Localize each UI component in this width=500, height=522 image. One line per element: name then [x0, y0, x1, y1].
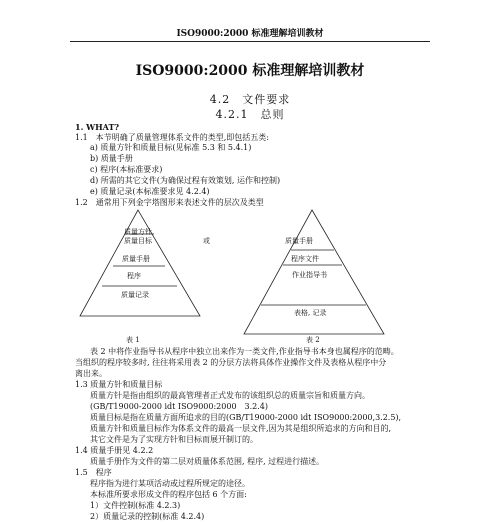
list-item-c: c) 程序(本标准要求) [90, 165, 163, 174]
pyramid-right-level-forms: 表格, 记录 [294, 309, 327, 317]
para-1-5-line-4: 2）质量记录的控制(标准 4.2.4) [90, 512, 205, 521]
question-what: 1. WHAT? [75, 122, 120, 132]
pyramid-left-level-objectives: 质量目标 [124, 237, 152, 245]
page-title: ISO9000:2000 标准理解培训教材 [135, 63, 365, 79]
heading-1-5: 1.5 程序 [75, 468, 112, 477]
pyramid-left-level-records: 质量记录 [121, 291, 149, 299]
list-item-b: b) 质量手册 [90, 154, 133, 163]
pyramid-left-level-manual: 质量手册 [122, 255, 150, 263]
para-1-1: 1.1 本节明确了质量管理体系文件的类型,即包括五类: [75, 133, 269, 142]
para-1-3-line-3: 质量目标是指在质量方面所追求的目的(GB/T19000-2000 idt ISO9000:2000,3.2.5), [90, 413, 402, 422]
list-item-a: a) 质量方针和质量目标(见标准 5.3 和 5.4.1) [90, 143, 252, 152]
para-1-5-line-1: 程序指为进行某项活动或过程所规定的途径。 [90, 479, 250, 488]
list-item-d: d) 所需的其它文件(为确保过程有效策划, 运作和控制) [90, 176, 281, 185]
section-heading: 4.2 文件要求 [209, 93, 291, 106]
heading-1-3: 1.3 质量方针和质量目标 [75, 380, 163, 389]
para-1-3-line-1: 质量方针是指由组织的最高管理者正式发布的该组织总的质量宗旨和质量方向。 [90, 391, 370, 400]
pyramid-left-level-procedure: 程序 [127, 272, 141, 280]
caption-table-1: 表 1 [126, 336, 140, 344]
para-1-3-line-2: (GB/T19000-2000 idt ISO9000:2000 3.2.4) [90, 402, 269, 411]
para-line-1: 表 2 中将作业指导书从程序中独立出来作为一类文件,作业指导书本身也属程序的范畴。 [90, 347, 399, 356]
para-1-5-line-2: 本标准所要求形成文件的程序包括 6 个方面: [90, 490, 247, 499]
subsection-heading: 4.2.1 总则 [215, 108, 285, 121]
para-line-2: 当组织的程序较多时, 往往将采用表 2 的分层方法将具体作业操作文件及表格从程序中分 [75, 358, 387, 367]
para-1-3-line-4: 质量方针和质量目标作为体系文件的最高一层文件,因为其是组织所追求的方向和目的, [90, 424, 392, 433]
or-label: 或 [203, 237, 210, 245]
pyramid-right-level-instructions: 作业指导书 [292, 271, 327, 279]
page-header: ISO9000:2000 标准理解培训教材 [176, 29, 324, 39]
caption-table-2: 表 2 [306, 336, 320, 344]
pyramid-right-level-procedures: 程序文件 [291, 255, 319, 263]
list-item-e: e) 质量记录(本标准要求见 4.2.4) [90, 187, 210, 196]
para-1-5-line-3: 1）文件控制(标准 4.2.3) [90, 501, 181, 510]
pyramid-left-level-policy: 质量方针 [124, 228, 152, 236]
para-1-2: 1.2 通常用下列金字塔图形来表述文件的层次及类型 [75, 198, 264, 207]
para-1-3-line-5: 其它文件是为了实现方针和目标而展开制订的。 [90, 435, 258, 444]
para-line-3: 离出来。 [75, 369, 107, 378]
heading-1-4: 1.4 质量手册见 4.2.2 [75, 446, 154, 455]
para-1-4-line-1: 质量手册作为文件的第二层对质量体系范围, 程序, 过程进行描述。 [90, 457, 325, 466]
pyramid-right-level-manual: 质量手册 [285, 237, 313, 245]
